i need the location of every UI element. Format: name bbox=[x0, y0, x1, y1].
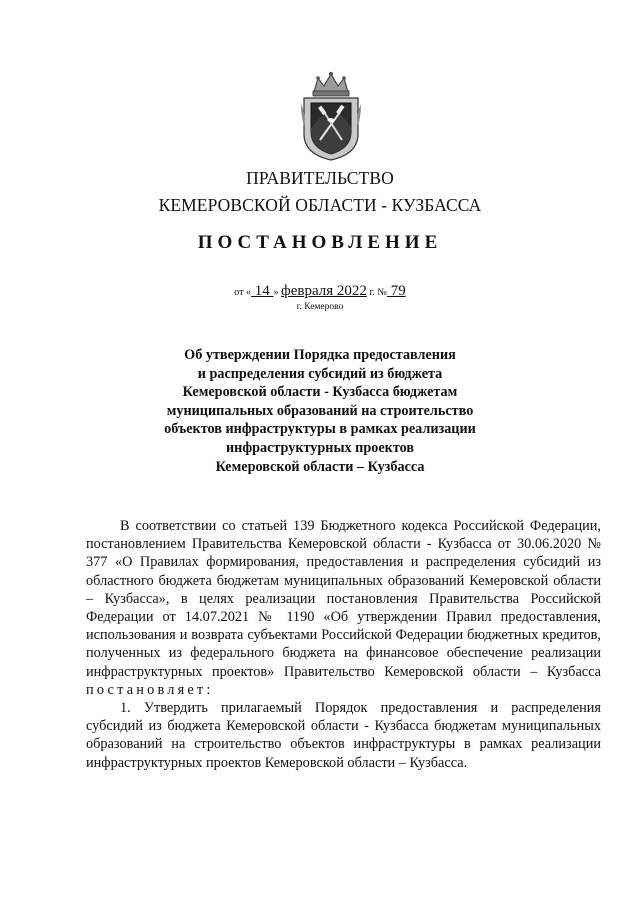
document-body bbox=[86, 517, 601, 772]
title-line: объектов инфраструктуры в рамках реализации bbox=[164, 421, 476, 438]
title-line: муниципальных образований на строительство bbox=[166, 402, 474, 419]
title-line: Кемеровской области - Кузбасса бюджетам bbox=[182, 384, 458, 401]
date-month-year: февраля 2022 bbox=[281, 283, 367, 299]
date-year-suffix: г. № bbox=[366, 287, 387, 298]
title-line: инфраструктурных проектов bbox=[225, 439, 415, 456]
city-label: г. Кемерово bbox=[296, 302, 344, 312]
preamble-text: В соответствии со статьей 139 Бюджетного кодекса Российской Федерации, постановлением Правительства Кемеровской области - Кузбасса от 30.06.2020 № 377 «О Правилах формирования, предоставления и распределения субсидий из областного бюджета бюджетам муниципальных образований Кемеровской области – Кузбасса», в целях реализации постановления Правительства Российской Федерации от 14.07.2021 № 1190 «Об утверждении Правил предоставления, использования и возврата субъектами Российской Федерации бюджетных кредитов, полученных из федерального бюджета на финансовое обеспечение реализации инфраструктурных проектов» Правительство Кемеровской области – Кузбасса bbox=[86, 518, 601, 680]
kuzbass-coat-of-arms-icon bbox=[300, 70, 362, 162]
document-number: 79 bbox=[386, 283, 406, 299]
document-title bbox=[0, 346, 640, 476]
government-name-line1: ПРАВИТЕЛЬСТВО bbox=[246, 168, 394, 188]
body-paragraph-item-1: 1. Утвердить прилагаемый Порядок предоставления и распределения субсидий из бюджета Кемеровской области - Кузбасса бюджетам муниципальных образований на строительство объектов инфраструктуры в рамках реализации инфраструктурных проектов Кемеровской области – Кузбасса. bbox=[86, 700, 601, 771]
date-day: 14 bbox=[251, 283, 274, 299]
document-type-heading: ПОСТАНОВЛЕНИЕ bbox=[197, 232, 443, 253]
government-name-line2: КЕМЕРОВСКОЙ ОБЛАСТИ - КУЗБАССА bbox=[158, 195, 482, 215]
title-line: Кемеровской области – Кузбасса bbox=[215, 458, 425, 475]
date-mid: » bbox=[273, 287, 282, 298]
title-line: Об утверждении Порядка предоставления bbox=[184, 347, 456, 363]
date-prefix: от « bbox=[234, 287, 252, 298]
document-date-line bbox=[0, 283, 640, 300]
body-paragraph-preamble bbox=[86, 517, 601, 699]
resolves-word: постановляет: bbox=[86, 681, 214, 698]
title-line: и распределения субсидий из бюджета bbox=[197, 365, 443, 382]
